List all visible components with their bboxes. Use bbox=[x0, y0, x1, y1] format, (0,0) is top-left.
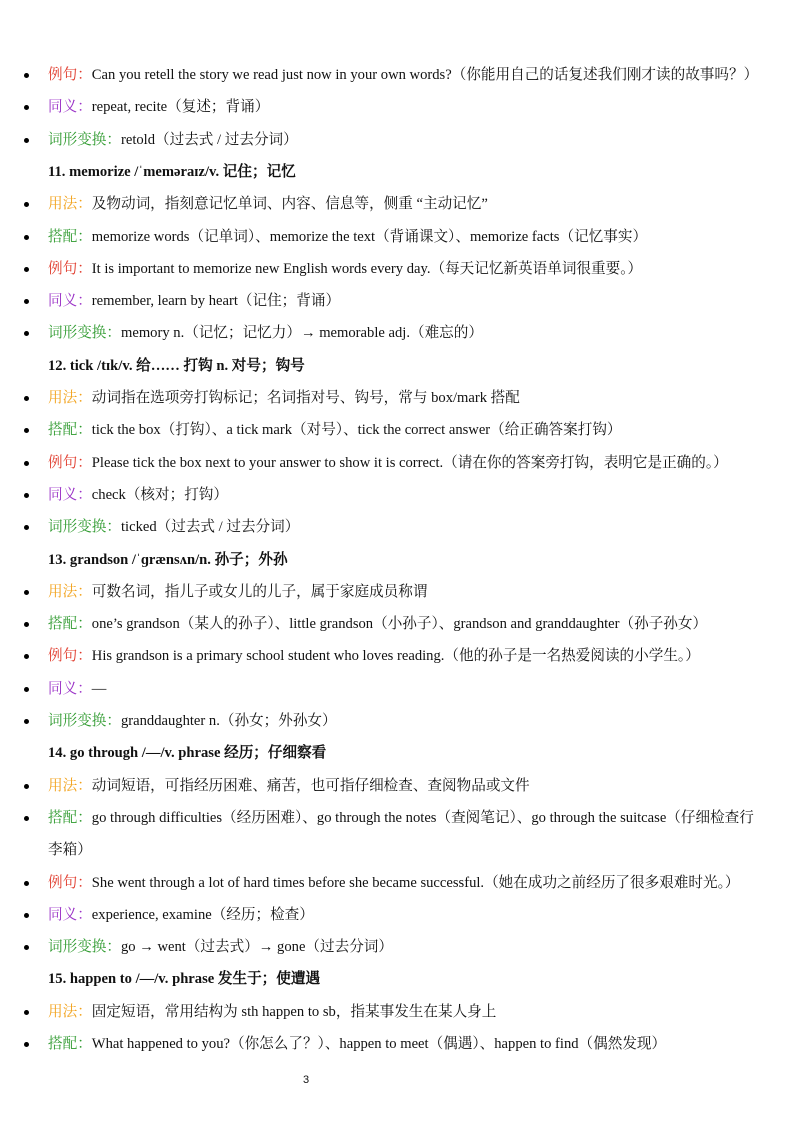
entry-label: 例句： bbox=[48, 874, 92, 891]
list-item bbox=[0, 640, 800, 672]
vocab-heading bbox=[0, 963, 800, 995]
entry-label: 词形变换： bbox=[48, 939, 121, 956]
bullet-icon bbox=[24, 784, 29, 789]
entry-text: go through difficulties（经历困难）、go through the notes（查阅笔记）、go through the suitcase（仔细检查行 bbox=[91, 809, 754, 826]
entry-text: 动词指在选项旁打钩标记；名词指对号、钩号，常与 box/mark 搭配 bbox=[91, 390, 520, 406]
list-item bbox=[0, 414, 800, 446]
entry-text: ticked（过去式 / 过去分词） bbox=[120, 519, 300, 536]
continuation-text: 李箱） bbox=[48, 842, 92, 859]
bullet-icon bbox=[24, 1010, 29, 1015]
list-item bbox=[0, 899, 800, 931]
list-item-content bbox=[48, 253, 642, 285]
entry-label: 搭配： bbox=[48, 422, 92, 439]
entry-text: remember, learn by heart（记住；背诵） bbox=[91, 293, 341, 310]
list-item bbox=[0, 382, 800, 414]
list-item bbox=[0, 253, 800, 285]
list-item bbox=[0, 576, 800, 608]
entry-text: memory n.（记忆；记忆力）→ memorable adj.（难忘的） bbox=[120, 325, 483, 342]
list-item-content bbox=[48, 576, 427, 608]
entry-label: 同义： bbox=[48, 486, 92, 503]
entry-label: 词形变换： bbox=[48, 325, 121, 342]
bullet-icon bbox=[24, 654, 29, 659]
list-item-content bbox=[48, 867, 739, 899]
bullet-icon bbox=[24, 913, 29, 918]
entry-text: go → went（过去式）→ gone（过去分词） bbox=[120, 939, 393, 956]
bullet-icon bbox=[24, 461, 29, 466]
vocab-heading bbox=[0, 544, 800, 576]
list-item bbox=[0, 1028, 800, 1060]
entry-label: 用法： bbox=[48, 777, 92, 794]
entry-text: Please tick the box next to your answer to show it is correct.（请在你的答案旁打钩，表明它是正确的。） bbox=[91, 454, 728, 471]
entry-text: Can you retell the story we read just now in your own words?（你能用自己的话复述我们刚才读的故事吗？） bbox=[91, 67, 759, 83]
list-item-content bbox=[48, 59, 758, 91]
list-item bbox=[0, 511, 800, 543]
vocab-heading bbox=[0, 350, 800, 382]
entry-text: memorize words（记单词）、memorize the text（背诵课文）、memorize facts（记忆事实） bbox=[91, 228, 648, 245]
bullet-icon bbox=[24, 590, 29, 595]
list-item bbox=[0, 124, 800, 156]
entry-label: 词形变换： bbox=[48, 519, 121, 536]
list-item-content bbox=[48, 221, 647, 253]
bullet-icon bbox=[24, 396, 29, 401]
entry-label: 同义： bbox=[48, 99, 92, 116]
entry-label: 例句： bbox=[48, 648, 92, 665]
bullet-icon bbox=[24, 687, 29, 692]
list-item-content bbox=[48, 124, 298, 156]
bullet-icon bbox=[24, 428, 29, 433]
entry-text: It is important to memorize new English words every day.（每天记忆新英语单词很重要。） bbox=[91, 260, 643, 277]
bullet-icon bbox=[24, 105, 29, 110]
entry-text: What happened to you?（你怎么了？）、happen to meet（偶遇）、happen to find（偶然发现） bbox=[91, 1036, 667, 1052]
list-item-content bbox=[48, 285, 340, 317]
entry-label: 词形变换： bbox=[48, 713, 121, 729]
vocab-heading-text: 15. happen to /—/v. phrase 发生于；使遭遇 bbox=[48, 971, 321, 988]
entry-label: 例句： bbox=[48, 260, 92, 277]
entry-label: 搭配： bbox=[48, 809, 92, 826]
list-item-content bbox=[48, 996, 496, 1028]
entry-text: tick the box（打钩）、a tick mark（对号）、tick the correct answer（给正确答案打钩） bbox=[91, 422, 622, 439]
vocab-heading bbox=[0, 737, 800, 769]
entry-text: 可数名词，指儿子或女儿的儿子，属于家庭成员称谓 bbox=[91, 583, 428, 600]
list-item bbox=[0, 59, 800, 91]
entry-label: 同义： bbox=[48, 906, 92, 923]
list-item bbox=[0, 221, 800, 253]
entry-label: 例句： bbox=[48, 67, 92, 83]
list-item-content bbox=[48, 382, 520, 414]
list-item bbox=[0, 802, 800, 834]
bullet-icon bbox=[24, 138, 29, 143]
bullet-icon bbox=[24, 525, 29, 530]
bullet-icon bbox=[24, 267, 29, 272]
entry-text: 动词短语，可指经历困难、痛苦，也可指仔细检查、查阅物品或文件 bbox=[91, 777, 530, 794]
entry-text: His grandson is a primary school student who loves reading.（他的孙子是一名热爱阅读的小学生。） bbox=[91, 648, 700, 665]
list-item bbox=[0, 705, 800, 737]
bullet-icon bbox=[24, 945, 29, 950]
list-item-content bbox=[48, 479, 228, 511]
list-item bbox=[0, 479, 800, 511]
list-item bbox=[0, 996, 800, 1028]
list-item-content bbox=[48, 802, 754, 834]
list-item bbox=[0, 285, 800, 317]
bullet-icon bbox=[24, 235, 29, 240]
entry-text: 及物动词，指刻意记忆单词、内容、信息等，侧重 “主动记忆” bbox=[91, 196, 488, 213]
list-item bbox=[0, 673, 800, 705]
list-item-content bbox=[48, 317, 483, 349]
list-item bbox=[0, 770, 800, 802]
bullet-icon bbox=[24, 816, 29, 821]
entry-text: check（核对；打钩） bbox=[91, 486, 228, 503]
list-item bbox=[0, 91, 800, 123]
list-item-content bbox=[48, 673, 106, 705]
bullet-icon bbox=[24, 622, 29, 627]
bullet-icon bbox=[24, 202, 29, 207]
vocab-heading-text: 14. go through /—/v. phrase 经历；仔细察看 bbox=[48, 745, 327, 762]
list-item bbox=[0, 447, 800, 479]
list-item-content bbox=[48, 1028, 666, 1060]
list-item-continuation bbox=[0, 834, 800, 866]
entry-text: granddaughter n.（孙女；外孙女） bbox=[120, 713, 337, 729]
entry-text: one’s grandson（某人的孙子）、little grandson（小孙子）、grandson and granddaughter（孙子孙女） bbox=[91, 616, 708, 633]
list-item bbox=[0, 188, 800, 220]
list-item bbox=[0, 867, 800, 899]
entry-label: 用法： bbox=[48, 583, 92, 600]
vocab-heading bbox=[0, 156, 800, 188]
bullet-icon bbox=[24, 1042, 29, 1047]
bullet-icon bbox=[24, 719, 29, 724]
entry-label: 同义： bbox=[48, 680, 92, 697]
list-item-content bbox=[48, 188, 488, 220]
entry-text: She went through a lot of hard times before she became successful.（她在成功之前经历了很多艰难时光。） bbox=[91, 874, 740, 891]
list-item bbox=[0, 931, 800, 963]
entry-text: retold（过去式 / 过去分词） bbox=[120, 131, 298, 148]
bullet-icon bbox=[24, 493, 29, 498]
entry-label: 词形变换： bbox=[48, 131, 121, 148]
entry-text: experience, examine（经历；检查） bbox=[91, 906, 314, 923]
entry-label: 用法： bbox=[48, 390, 92, 406]
entry-text: repeat, recite（复述；背诵） bbox=[91, 99, 270, 116]
list-item-content bbox=[48, 511, 299, 543]
list-item-content bbox=[48, 705, 337, 737]
list-item-content bbox=[48, 899, 314, 931]
entry-label: 搭配： bbox=[48, 228, 92, 245]
entry-label: 搭配： bbox=[48, 616, 92, 633]
list-item-content bbox=[48, 447, 728, 479]
list-item-content bbox=[48, 91, 269, 123]
entry-label: 用法： bbox=[48, 196, 92, 213]
list-item-content bbox=[48, 608, 707, 640]
list-item bbox=[0, 608, 800, 640]
entry-label: 同义： bbox=[48, 293, 92, 310]
bullet-icon bbox=[24, 331, 29, 336]
list-item-content bbox=[48, 414, 622, 446]
entry-text: — bbox=[91, 680, 107, 697]
bullet-icon bbox=[24, 881, 29, 886]
vocab-heading-text: 11. memorize /ˈmeməraɪz/v. 记住；记忆 bbox=[48, 163, 296, 180]
bullet-icon bbox=[24, 299, 29, 304]
list-item bbox=[0, 317, 800, 349]
entry-text: 固定短语，常用结构为 sth happen to sb，指某事发生在某人身上 bbox=[91, 1003, 497, 1020]
entry-label: 搭配： bbox=[48, 1036, 92, 1052]
vocab-heading-text: 13. grandson /ˈɡrænsʌn/n. 孙子；外孙 bbox=[48, 551, 288, 568]
entry-label: 用法： bbox=[48, 1003, 92, 1020]
vocab-heading-text: 12. tick /tɪk/v. 给…… 打钩 n. 对号；钩号 bbox=[48, 357, 305, 374]
bullet-icon bbox=[24, 73, 29, 78]
list-item-content bbox=[48, 640, 700, 672]
list-item-content bbox=[48, 770, 530, 802]
list-item-content bbox=[48, 931, 393, 963]
page-number: 3 bbox=[302, 1074, 310, 1086]
entry-label: 例句： bbox=[48, 454, 92, 471]
